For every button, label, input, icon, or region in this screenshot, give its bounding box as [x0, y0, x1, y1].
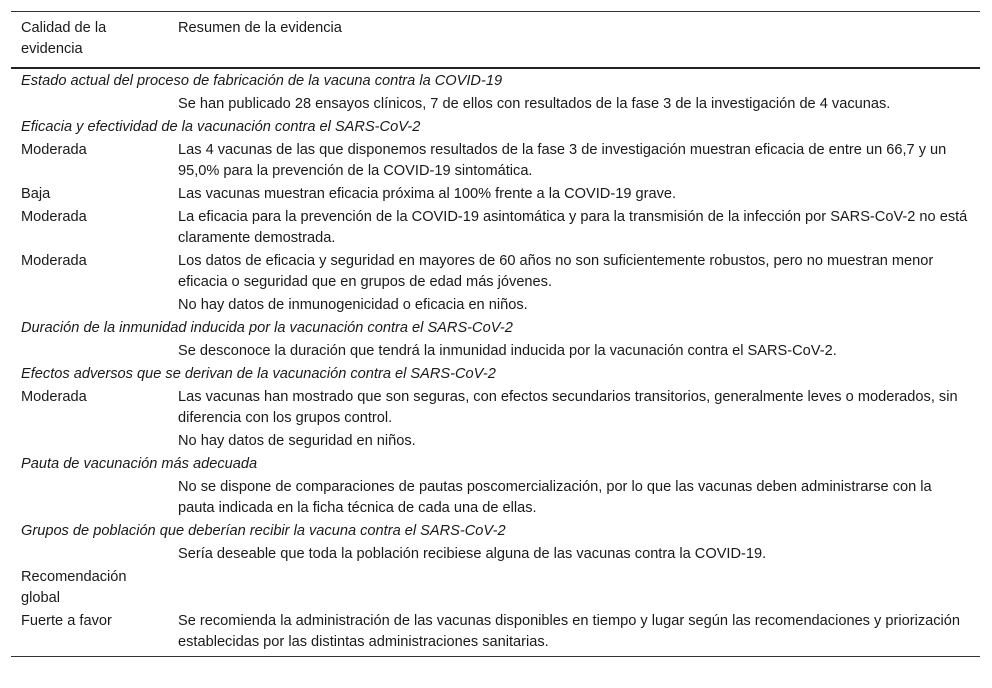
section-title: Pauta de vacunación más adecuada	[21, 456, 258, 472]
summary-cell	[168, 566, 980, 610]
quality-cell: Moderada	[21, 209, 87, 225]
section-row	[11, 453, 980, 476]
quality-cell: Moderada	[21, 253, 87, 269]
summary-cell: No hay datos de seguridad en niños.	[178, 433, 416, 449]
quality-cell	[11, 294, 168, 317]
summary-cell: Se recomienda la administración de las vacunas disponibles en tiempo y lugar según las recomendaciones y priorización establecidas por las distintas administraciones sanitarias.	[178, 613, 961, 650]
table-row	[11, 139, 980, 183]
table-body	[11, 68, 980, 657]
section-row	[11, 68, 980, 93]
table-row	[11, 430, 980, 453]
section-row	[11, 317, 980, 340]
table-row	[11, 566, 980, 610]
summary-cell: Sería deseable que toda la población recibiese alguna de las vacunas contra la COVID-19.	[178, 546, 767, 562]
quality-cell: Baja	[21, 186, 51, 202]
table-row	[11, 543, 980, 566]
header-summary: Resumen de la evidencia	[178, 20, 342, 36]
table-row	[11, 93, 980, 116]
table-row	[11, 206, 980, 250]
summary-cell: Las vacunas han mostrado que son seguras, con efectos secundarios transitorios, generalmente leves o moderados, sin diferencia con los grupos control.	[178, 389, 958, 426]
section-title: Eficacia y efectividad de la vacunación contra el SARS-CoV-2	[21, 119, 421, 135]
quality-cell	[11, 430, 168, 453]
section-row	[11, 363, 980, 386]
quality-cell: Fuerte a favor	[21, 613, 112, 629]
quality-cell	[11, 340, 168, 363]
quality-cell: Recomendación global	[21, 569, 127, 606]
summary-cell: Se han publicado 28 ensayos clínicos, 7 de ellos con resultados de la fase 3 de la investigación de 4 vacunas.	[178, 96, 891, 112]
section-title: Efectos adversos que se derivan de la vacunación contra el SARS-CoV-2	[21, 366, 496, 382]
table-row	[11, 340, 980, 363]
section-title: Duración de la inmunidad inducida por la vacunación contra el SARS-CoV-2	[21, 320, 513, 336]
summary-cell: Se desconoce la duración que tendrá la inmunidad inducida por la vacunación contra el SARS-CoV-2.	[178, 343, 837, 359]
table-row	[11, 250, 980, 294]
summary-cell: No se dispone de comparaciones de pautas poscomercialización, por lo que las vacunas deben administrarse con la pauta indicada en la ficha técnica de cada una de ellas.	[178, 479, 932, 516]
summary-cell: Los datos de eficacia y seguridad en mayores de 60 años no son suficientemente robustos, pero no muestran menor eficacia o seguridad que en grupos de edad más jóvenes.	[178, 253, 934, 290]
summary-cell: Las vacunas muestran eficacia próxima al 100% frente a la COVID-19 grave.	[178, 186, 677, 202]
table-row	[11, 610, 980, 657]
table-row	[11, 294, 980, 317]
section-title: Grupos de población que deberían recibir la vacuna contra el SARS-CoV-2	[21, 523, 506, 539]
evidence-table-container	[11, 11, 980, 657]
evidence-table	[11, 11, 980, 657]
quality-cell: Moderada	[21, 142, 87, 158]
header-row	[11, 12, 980, 69]
header-quality: Calidad de la evidencia	[21, 20, 107, 57]
quality-cell: Moderada	[21, 389, 87, 405]
table-row	[11, 476, 980, 520]
quality-cell	[11, 543, 168, 566]
quality-cell	[11, 93, 168, 116]
table-header	[11, 12, 980, 69]
section-row	[11, 116, 980, 139]
quality-cell	[11, 476, 168, 520]
section-row	[11, 520, 980, 543]
summary-cell: Las 4 vacunas de las que disponemos resultados de la fase 3 de investigación muestran eficacia de entre un 66,7 y un 95,0% para la prevención de la COVID-19 sintomática.	[178, 142, 947, 179]
section-title: Estado actual del proceso de fabricación de la vacuna contra la COVID-19	[21, 73, 503, 89]
summary-cell: No hay datos de inmunogenicidad o eficacia en niños.	[178, 297, 528, 313]
table-row	[11, 386, 980, 430]
table-row	[11, 183, 980, 206]
summary-cell: La eficacia para la prevención de la COVID-19 asintomática y para la transmisión de la infección por SARS-CoV-2 no está claramente demostrada.	[178, 209, 968, 246]
